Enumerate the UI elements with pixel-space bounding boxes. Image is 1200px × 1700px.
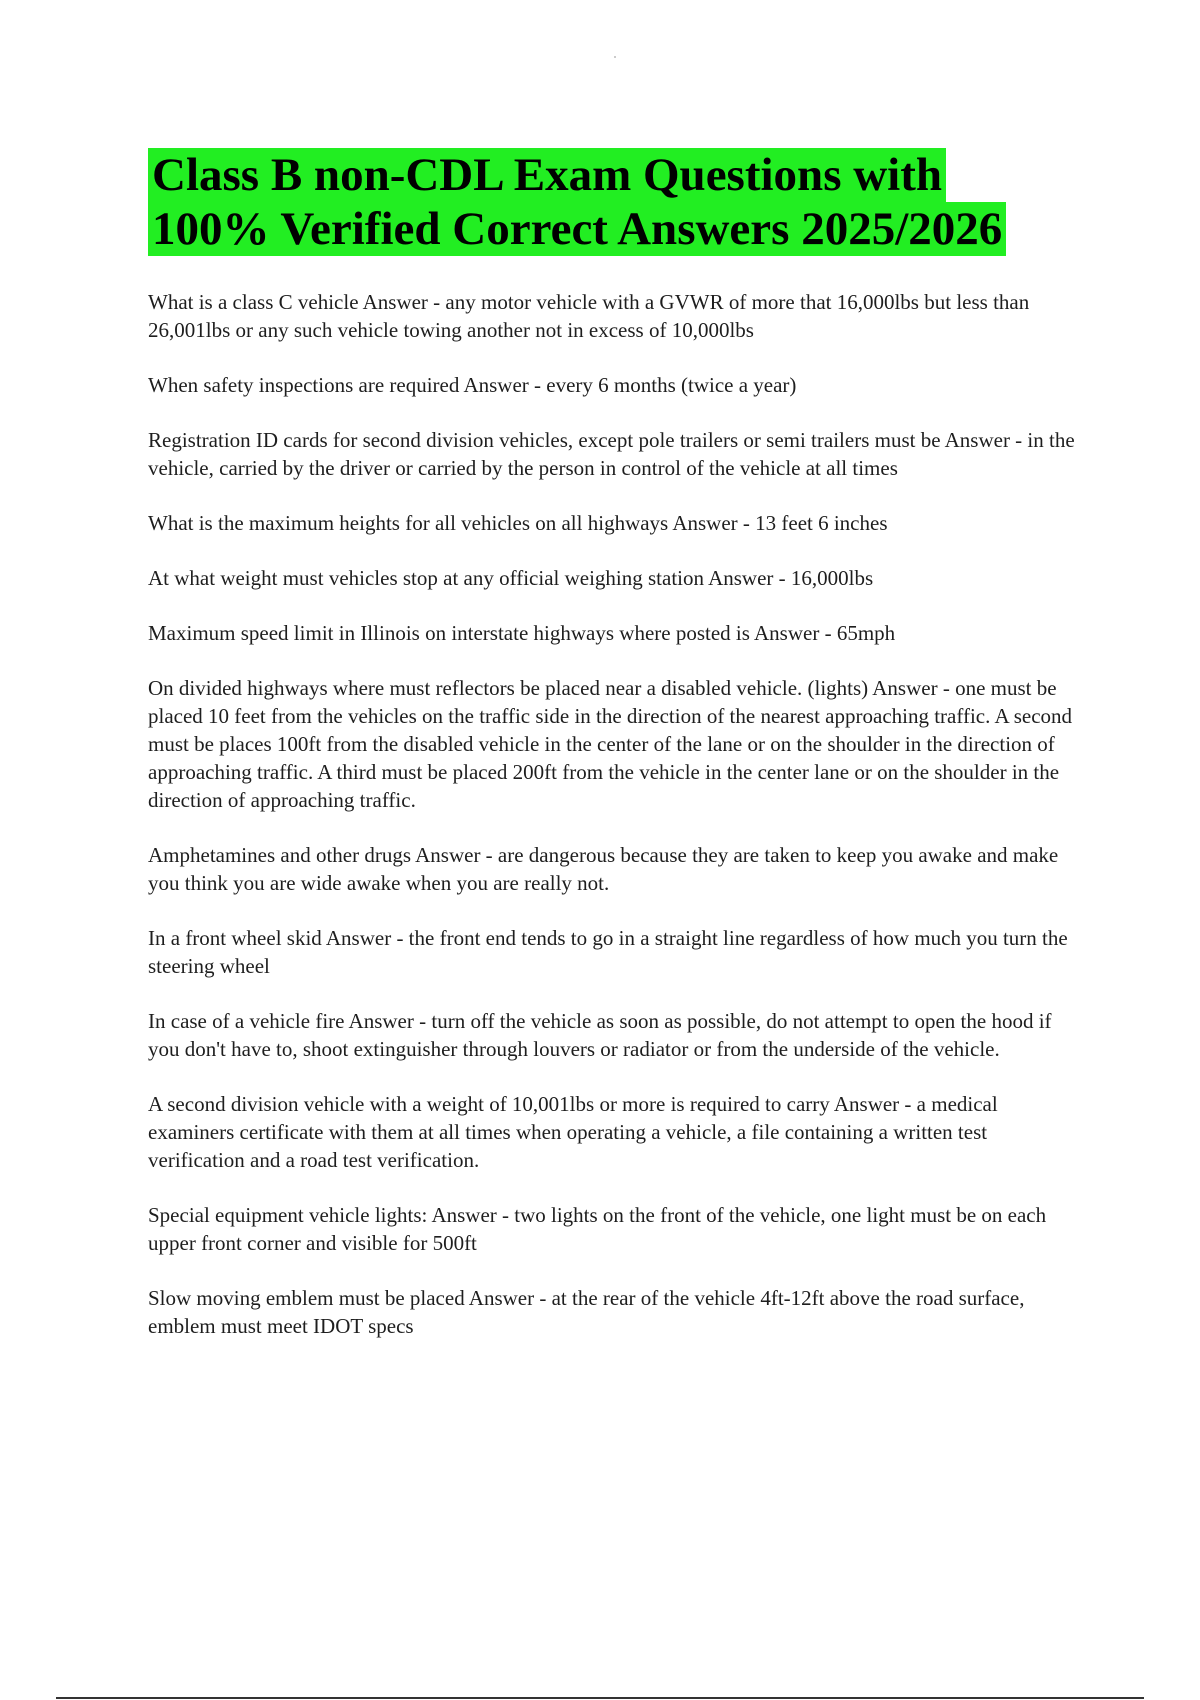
qa-item: In case of a vehicle fire Answer - turn off the vehicle as soon as possible, do not attempt to open the hood if you don't have to, shoot extinguisher through louvers or radiator or from the underside of the vehicle. [148, 1009, 1052, 1061]
qa-item: Amphetamines and other drugs Answer - are dangerous because they are taken to keep you awake and make you think you are wide awake when you are really not. [148, 843, 1059, 895]
qa-list [148, 288, 1083, 1367]
qa-item: What is the maximum heights for all vehicles on all highways Answer - 13 feet 6 inches [148, 511, 888, 535]
qa-item: Registration ID cards for second division vehicles, except pole trailers or semi trailers must be Answer - in the vehicle, carried by the driver or carried by the person in control of the vehicle at all times [148, 428, 1075, 480]
scan-speck [614, 56, 616, 58]
qa-item: On divided highways where must reflectors be placed near a disabled vehicle. (lights) Answer - one must be placed 10 feet from the vehicles on the traffic side in the direction of the nearest approaching traffic. A second must be places 100ft from the disabled vehicle in the center of the lane or on the shoulder in the direction of approaching traffic. A third must be placed 200ft from the vehicle in the center lane or on the shoulder in the direction of approaching traffic. [148, 676, 1073, 812]
qa-item: When safety inspections are required Answer - every 6 months (twice a year) [148, 373, 797, 397]
qa-item: Slow moving emblem must be placed Answer - at the rear of the vehicle 4ft-12ft above the road surface, emblem must meet IDOT specs [148, 1286, 1025, 1338]
document-title [148, 148, 1048, 256]
qa-item: A second division vehicle with a weight of 10,001lbs or more is required to carry Answer - a medical examiners certificate with them at all times when operating a vehicle, a file containing a written test verification and a road test verification. [148, 1092, 998, 1172]
title-line-1: Class B non-CDL Exam Questions with [148, 148, 946, 202]
footer-rule [56, 1697, 1144, 1699]
qa-item: Maximum speed limit in Illinois on interstate highways where posted is Answer - 65mph [148, 621, 896, 645]
title-line-2: 100% Verified Correct Answers 2025/2026 [148, 202, 1006, 256]
qa-item: Special equipment vehicle lights: Answer - two lights on the front of the vehicle, one light must be on each upper front corner and visible for 500ft [148, 1203, 1047, 1255]
qa-item: In a front wheel skid Answer - the front end tends to go in a straight line regardless of how much you turn the steering wheel [148, 926, 1068, 978]
qa-item: At what weight must vehicles stop at any official weighing station Answer - 16,000lbs [148, 566, 874, 590]
qa-item: What is a class C vehicle Answer - any motor vehicle with a GVWR of more that 16,000lbs but less than 26,001lbs or any such vehicle towing another not in excess of 10,000lbs [148, 290, 1030, 342]
